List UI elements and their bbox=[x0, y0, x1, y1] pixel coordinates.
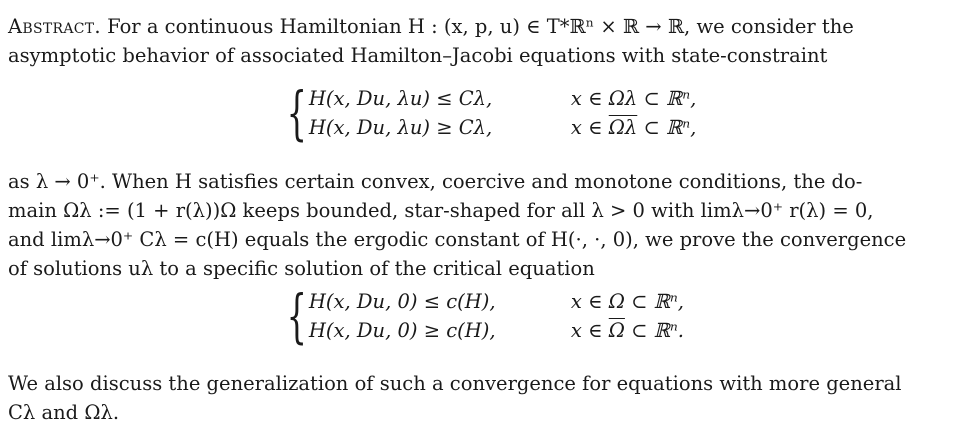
abstract-page bbox=[8, 0, 966, 445]
equation-1-row-1-rhs: x ∈ Ωλ ⊂ ℝⁿ, bbox=[570, 87, 697, 110]
abstract-line-2: asymptotic behavior of associated Hamilton–Jacobi equations with state-constraint bbox=[8, 44, 828, 67]
equation-2-row-2 bbox=[309, 316, 684, 345]
equation-2-row-2-rhs-closure: $\overline{\Omega}$ bbox=[608, 319, 625, 342]
equation-2-row-2-rhs bbox=[571, 316, 684, 345]
abstract-line-5: and limλ→0⁺ Cλ = c(H) equals the ergodic constant of H(·, ·, 0), we prove the convergence bbox=[8, 228, 907, 251]
abstract-closing bbox=[8, 369, 966, 427]
equation-system-2 bbox=[270, 282, 684, 350]
equation-2-row-1-lhs: H(x, Du, 0) ≤ c(H), bbox=[308, 290, 496, 313]
equation-2-row-2-rhs-post: ⊂ ℝⁿ. bbox=[624, 319, 684, 342]
equation-system-1 bbox=[270, 79, 697, 147]
equation-1-row-2 bbox=[309, 113, 696, 142]
abstract-line-7: We also discuss the generalization of such a convergence for equations with more general bbox=[8, 372, 902, 395]
abstract-text-1: For a continuous Hamiltonian H : (x, p, u) ∈ T*ℝⁿ × ℝ → ℝ, we consider the bbox=[100, 15, 854, 38]
equation-1-row-1-lhs: H(x, Du, λu) ≤ Cλ, bbox=[308, 87, 493, 110]
equation-2-row-1 bbox=[309, 287, 684, 316]
equation-1-row-2-lhs: H(x, Du, λu) ≥ Cλ, bbox=[308, 116, 493, 139]
equation-1-row-2-rhs-closure: $\overline{\Omega\lambda}$ bbox=[608, 116, 638, 139]
abstract-line-4: main Ωλ := (1 + r(λ))Ω keeps bounded, star-shaped for all λ > 0 with limλ→0⁺ r(λ) = 0, bbox=[8, 199, 874, 222]
equation-1-row-2-rhs bbox=[571, 113, 696, 142]
left-brace: { bbox=[286, 79, 307, 147]
equation-1-row-2-rhs-pre: x ∈ bbox=[570, 116, 609, 139]
abstract-line-3: as λ → 0⁺. When H satisfies certain convex, coercive and monotone conditions, the do- bbox=[8, 170, 863, 193]
abstract-middle bbox=[8, 167, 966, 283]
equation-2-row-2-rhs-pre: x ∈ bbox=[570, 319, 609, 342]
abstract-heading: Abstract. bbox=[8, 15, 101, 38]
abstract-line-8: Cλ and Ωλ. bbox=[8, 401, 120, 424]
equation-2-row-2-lhs: H(x, Du, 0) ≥ c(H), bbox=[308, 319, 496, 342]
abstract-intro bbox=[8, 12, 966, 70]
equation-1-row-1 bbox=[309, 84, 696, 113]
left-brace: { bbox=[286, 282, 307, 350]
equation-1-row-2-rhs-post: ⊂ ℝⁿ, bbox=[637, 116, 697, 139]
equation-2-row-1-rhs: x ∈ Ω ⊂ ℝⁿ, bbox=[570, 290, 684, 313]
abstract-line-1 bbox=[8, 12, 966, 41]
abstract-line-6: of solutions uλ to a specific solution of the critical equation bbox=[8, 257, 595, 280]
